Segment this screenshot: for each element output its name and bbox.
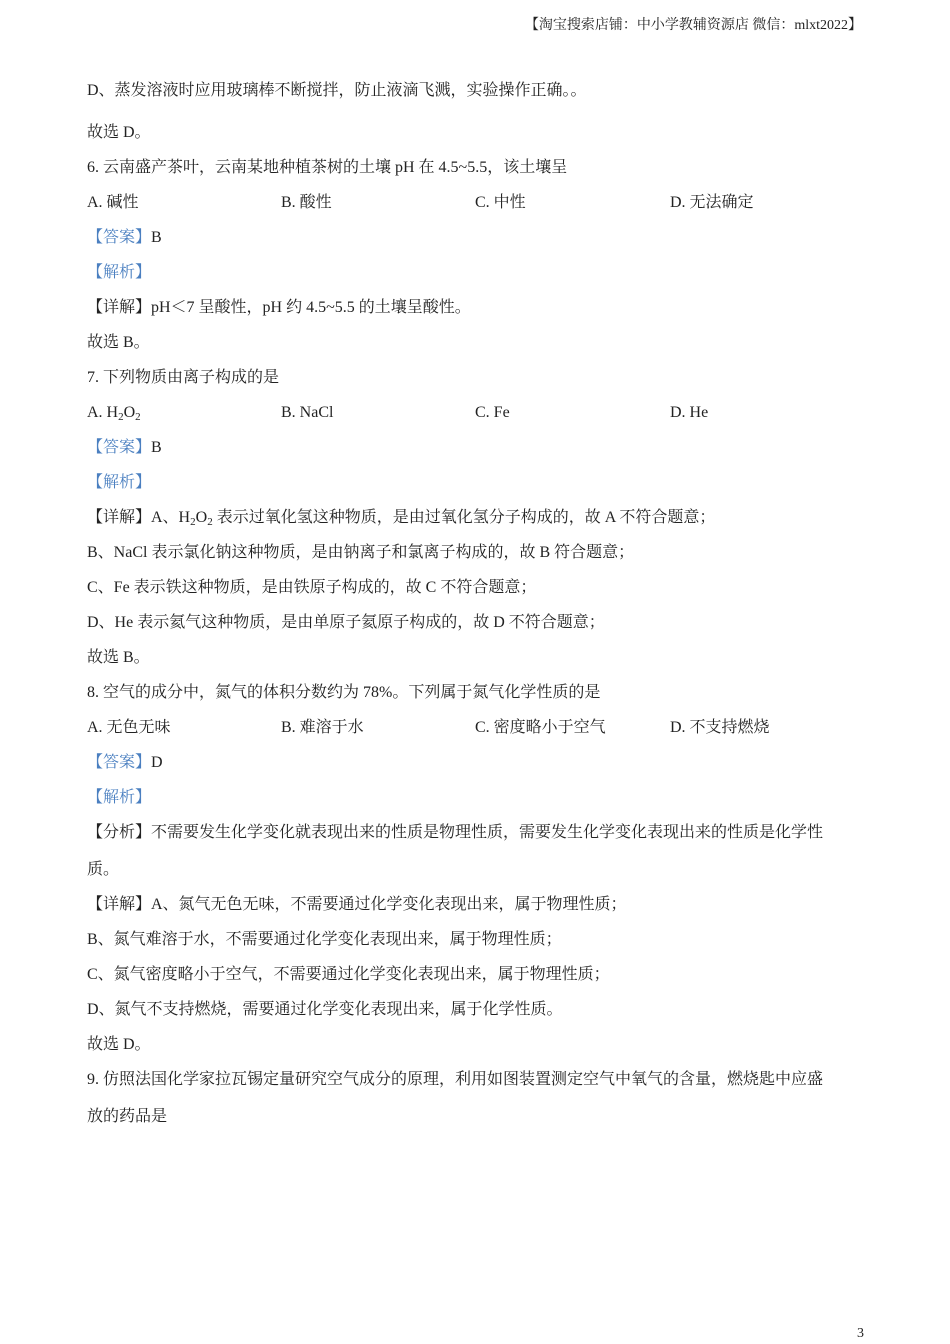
detail-line: C、Fe 表示铁这种物质，是由铁原子构成的，故 C 不符合题意；	[87, 579, 537, 596]
option-d: D. 无法确定	[670, 194, 754, 211]
conclusion-line: 故选 B。	[87, 649, 150, 666]
answer-label: 【答案】	[87, 754, 152, 771]
option-a: A. $H_2O_2$	[87, 404, 141, 423]
answer-label: 【答案】	[87, 229, 152, 246]
answer-value: B	[151, 439, 162, 456]
detail-line: 【详解】pH＜7 呈酸性，pH 约 4.5~5.5 的土壤呈酸性。	[87, 299, 471, 316]
analysis-label: 【解析】	[87, 264, 152, 281]
analysis-label: 【解析】	[87, 474, 152, 491]
detail-line: B、氮气难溶于水，不需要通过化学变化表现出来，属于物理性质；	[87, 931, 562, 948]
detail-line: D、氮气不支持燃烧，需要通过化学变化表现出来，属于化学性质。	[87, 1001, 563, 1018]
question-6: 6. 云南盛产茶叶，云南某地种植茶树的土壤 pH 在 4.5~5.5，该土壤呈	[87, 159, 568, 176]
option-b: B. 酸性	[281, 194, 332, 211]
question-8-options	[87, 717, 867, 739]
text-line: D、蒸发溶液时应用玻璃棒不断搅拌，防止液滴飞溅，实验操作正确。。	[87, 82, 587, 99]
detail-line: D、He 表示氦气这种物质，是由单原子氦原子构成的，故 D 不符合题意；	[87, 614, 605, 631]
detail-line: 【详解】A、氮气无色无味，不需要通过化学变化表现出来，属于物理性质；	[87, 896, 627, 913]
conclusion-line: 故选 B。	[87, 334, 150, 351]
answer-value: D	[151, 754, 163, 771]
option-a: A. 碱性	[87, 194, 139, 211]
question-6-options	[87, 192, 867, 214]
answer-label: 【答案】	[87, 439, 152, 456]
answer-value: B	[151, 229, 162, 246]
detail-line: C、氮气密度略小于空气，不需要通过化学变化表现出来，属于物理性质；	[87, 966, 610, 983]
answer-line	[87, 227, 162, 249]
option-c: C. Fe	[475, 404, 510, 421]
answer-line	[87, 752, 163, 774]
page-header: 【淘宝搜索店铺：中小学教辅资源店 微信：mlxt2022】	[524, 18, 862, 33]
answer-line	[87, 437, 162, 459]
conclusion-line: 故选 D。	[87, 1036, 151, 1053]
question-8: 8. 空气的成分中，氮气的体积分数约为 78%。下列属于氮气化学性质的是	[87, 684, 601, 701]
option-a: A. 无色无味	[87, 719, 171, 736]
analysis-line: 【分析】不需要发生化学变化就表现出来的性质是物理性质，需要发生化学变化表现出来的性质是化学性	[87, 824, 824, 841]
option-d: D. He	[670, 404, 709, 421]
analysis-label: 【解析】	[87, 789, 152, 806]
question-9-cont: 放的药品是	[87, 1108, 168, 1125]
option-d: D. 不支持燃烧	[670, 719, 770, 736]
option-b: B. 难溶于水	[281, 719, 364, 736]
question-9: 9. 仿照法国化学家拉瓦锡定量研究空气成分的原理，利用如图装置测定空气中氧气的含量，燃烧匙中应盛	[87, 1071, 824, 1088]
option-c: C. 中性	[475, 194, 526, 211]
analysis-line: 质。	[87, 861, 120, 878]
detail-line: B、NaCl 表示氯化钠这种物质，是由钠离子和氯离子构成的，故 B 符合题意；	[87, 544, 635, 561]
text-line: 故选 D。	[87, 124, 151, 141]
question-7: 7. 下列物质由离子构成的是	[87, 369, 280, 386]
page-number: 3	[857, 1326, 864, 1341]
option-b: B. NaCl	[281, 404, 334, 421]
detail-line: 【详解】A、$H_2O_2$ 表示过氧化氢这种物质，是由过氧化氢分子构成的，故 A 不符合题意；	[87, 509, 716, 528]
option-c: C. 密度略小于空气	[475, 719, 606, 736]
question-7-options	[87, 402, 867, 424]
